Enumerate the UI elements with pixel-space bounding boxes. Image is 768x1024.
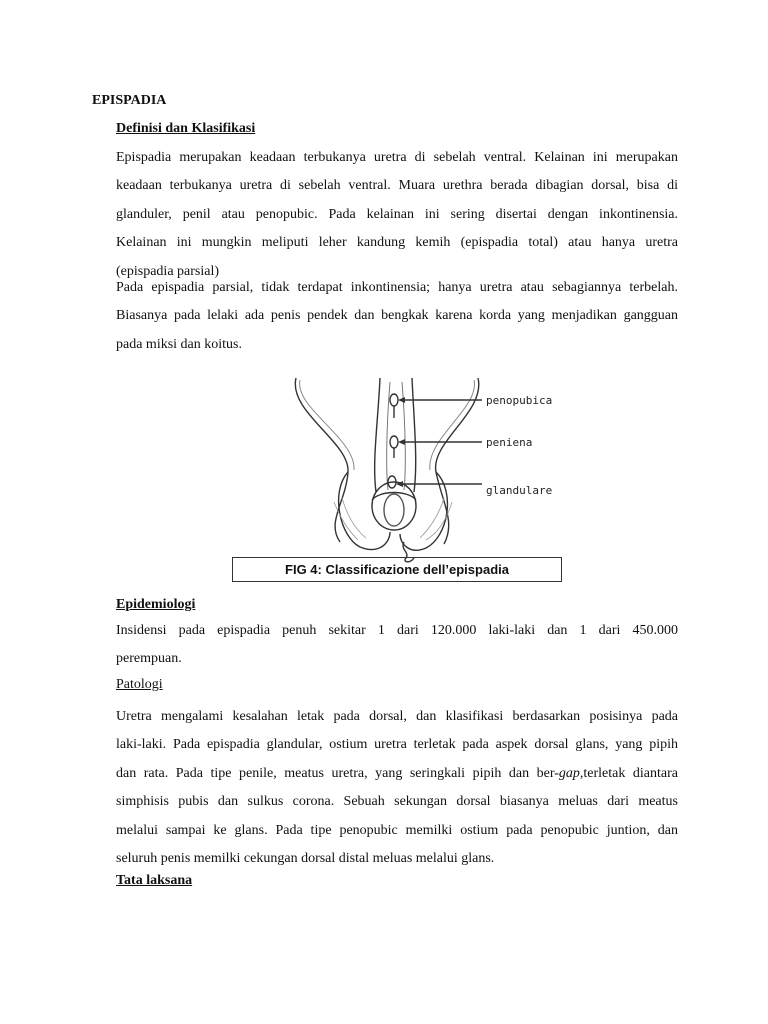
text-line: glanduler, penil atau penopubic. Pada kelainan ini sering disertai dengan inkontinensia. xyxy=(116,206,678,222)
italic-term: gap, xyxy=(558,765,584,781)
text-line-with-italic xyxy=(116,760,678,788)
text-line: Insidensi pada epispadia penuh sekitar 1 dari 120.000 laki-laki dan 1 dari 450.000 xyxy=(116,623,678,638)
paragraph-patologi xyxy=(116,703,678,873)
text-line: Biasanya pada lelaki ada penis pendek dan bengkak karena korda yang menjadikan gangguan xyxy=(116,308,678,324)
text-line: Epispadia merupakan keadaan terbukanya uretra di sebelah ventral. Kelainan ini merupakan xyxy=(116,150,678,165)
label-penopubica: penopubica xyxy=(486,394,553,407)
text-segment: terletak diantara xyxy=(583,765,678,781)
text-line: Uretra mengalami kesalahan letak pada dorsal, dan klasifikasi berdasarkan posisinya pada xyxy=(116,709,678,724)
text-line: (epispadia parsial) xyxy=(116,263,220,279)
heading-definisi: Definisi dan Klasifikasi xyxy=(116,121,256,136)
text-line: laki-laki. Pada epispadia glandular, ostium uretra terletak pada aspek dorsal glans, yang pipih xyxy=(116,737,678,753)
text-line: pada miksi dan koitus. xyxy=(116,336,242,352)
paragraph-definisi-2 xyxy=(116,274,678,359)
paragraph-definisi-1 xyxy=(116,144,678,286)
text-line: Kelainan ini mungkin meliputi leher kandung kemih (epispadia total) atau hanya uretra xyxy=(116,235,678,251)
heading-tatalaksana: Tata laksana xyxy=(116,873,193,888)
text-line: seluruh penis memilki cekungan dorsal distal meluas melalui glans. xyxy=(116,851,495,867)
document-title: EPISPADIA xyxy=(92,93,167,108)
paragraph-epidemiologi xyxy=(116,617,678,674)
label-peniena: peniena xyxy=(486,436,533,449)
text-segment: dan rata. Pada tipe penile, meatus uretra, yang seringkali pipih dan ber- xyxy=(116,765,559,781)
text-line: melalui sampai ke glans. Pada tipe penopubic memilki ostium pada penopubic juntion, dan xyxy=(116,822,678,838)
label-glandulare: glandulare xyxy=(486,484,553,497)
text-line: perempuan. xyxy=(116,651,182,667)
figure-epispadia-classification xyxy=(230,372,566,586)
text-line: keadaan terbukanya uretra di sebelah ventral. Muara urethra berada dibagian dorsal, bisa di xyxy=(116,178,678,194)
heading-patologi: Patologi xyxy=(116,677,163,692)
anatomical-sketch xyxy=(230,372,566,586)
figure-caption: FIG 4: Classificazione dell’epispadia xyxy=(232,557,562,582)
heading-epidemiologi: Epidemiologi xyxy=(116,597,196,612)
text-line: Pada epispadia parsial, tidak terdapat inkontinensia; hanya uretra atau sebagiannya terbelah. xyxy=(116,280,678,295)
text-line: simphisis pubis dan sulkus corona. Sebuah sekungan dorsal biasanya meluas dari meatus xyxy=(116,794,678,810)
